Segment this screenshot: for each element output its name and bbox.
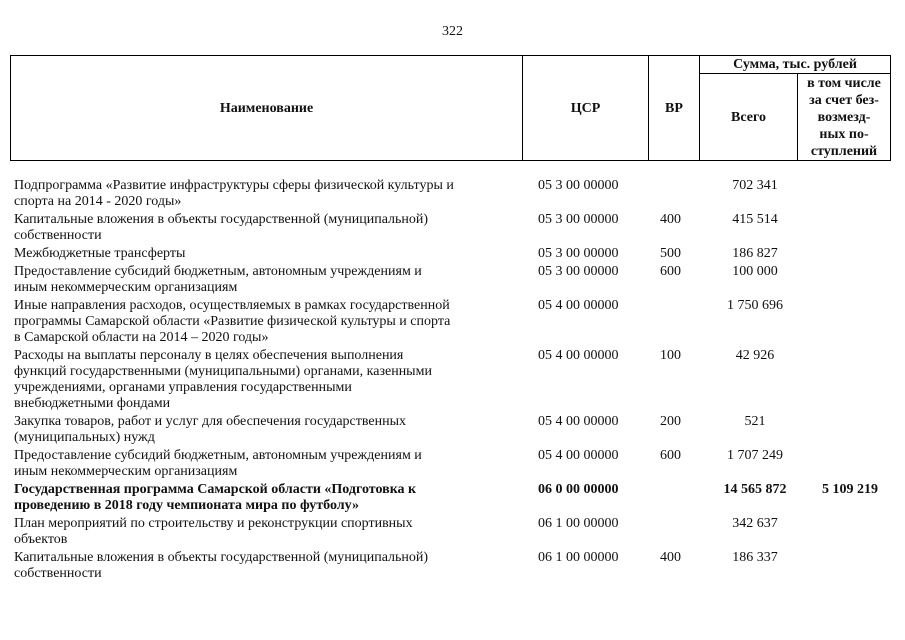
header-incl-line: возмезд-	[817, 109, 871, 125]
row-name-line: иным некоммерческим организациям	[14, 280, 238, 295]
row-vr: 400	[660, 212, 681, 227]
row-total: 342 637	[732, 516, 778, 531]
table-row	[10, 212, 890, 244]
row-name-line: в Самарской области на 2014 – 2020 годы»	[14, 330, 269, 345]
row-name-line: Закупка товаров, работ и услуг для обеспечения государственных	[14, 414, 407, 429]
row-name	[10, 298, 519, 346]
row-total: 415 514	[732, 212, 778, 227]
row-name	[10, 264, 519, 296]
table-header	[10, 55, 891, 161]
row-name-line: учреждениями, органами управления государственными	[14, 380, 352, 395]
row-name-line: Предоставление субсидий бюджетным, автономным учреждениям и	[14, 448, 422, 463]
row-name-line: спорта на 2014 - 2020 годы»	[14, 194, 182, 209]
row-name	[10, 348, 519, 412]
row-name	[10, 550, 519, 582]
row-name	[10, 448, 519, 480]
row-csr: 05 4 00 00000	[538, 298, 619, 313]
header-incl	[798, 74, 891, 161]
row-csr: 06 1 00 00000	[538, 516, 619, 531]
table-row	[10, 178, 890, 210]
row-total: 1 750 696	[727, 298, 783, 313]
table-row	[10, 414, 890, 446]
table-body	[10, 178, 890, 584]
row-vr: 600	[660, 264, 681, 279]
row-name-line: Капитальные вложения в объекты государственной (муниципальной)	[14, 212, 429, 227]
header-csr: ЦСР	[523, 56, 649, 161]
row-vr: 500	[660, 246, 681, 261]
header-vr: ВР	[649, 56, 700, 161]
header-total: Всего	[700, 74, 798, 161]
row-name	[10, 482, 519, 514]
row-name-line: объектов	[14, 532, 68, 547]
row-name-line: (муниципальных) нужд	[14, 430, 155, 445]
header-sum-group: Сумма, тыс. рублей	[700, 56, 891, 74]
row-name-line: внебюджетными фондами	[14, 396, 171, 411]
row-name-line: Предоставление субсидий бюджетным, автономным учреждениям и	[14, 264, 422, 279]
row-name-line: Капитальные вложения в объекты государственной (муниципальной)	[14, 550, 429, 565]
row-total: 1 707 249	[727, 448, 783, 463]
row-name-line: Расходы на выплаты персоналу в целях обеспечения выполнения	[14, 348, 404, 363]
row-total: 42 926	[735, 348, 775, 363]
row-vr: 600	[660, 448, 681, 463]
row-csr: 05 3 00 00000	[538, 264, 619, 279]
row-csr: 05 4 00 00000	[538, 448, 619, 463]
row-name-line: собственности	[14, 228, 102, 243]
header-name: Наименование	[11, 56, 523, 161]
row-vr: 200	[660, 414, 681, 429]
row-name-line: План мероприятий по строительству и реконструкции спортивных	[14, 516, 413, 531]
header-incl-line: в том числе	[807, 75, 881, 91]
row-csr: 05 3 00 00000	[538, 246, 619, 261]
row-name	[10, 212, 519, 244]
row-vr: 100	[660, 348, 681, 363]
row-total: 702 341	[732, 178, 778, 193]
row-incl: 5 109 219	[822, 482, 878, 497]
row-name	[10, 516, 519, 548]
row-total: 14 565 872	[723, 482, 787, 497]
table-row	[10, 348, 890, 412]
row-total: 186 827	[732, 246, 778, 261]
row-total: 186 337	[732, 550, 778, 565]
table-row	[10, 550, 890, 582]
table-row	[10, 482, 890, 514]
row-name	[10, 178, 519, 210]
table-row	[10, 246, 890, 262]
header-incl-line: ных по-	[819, 126, 869, 142]
row-name-line: Иные направления расходов, осуществляемых в рамках государственной	[14, 298, 450, 313]
row-name-line: программы Самарской области «Развитие физической культуры и спорта	[14, 314, 451, 329]
row-name-line: Межбюджетные трансферты	[14, 246, 186, 261]
row-csr: 05 3 00 00000	[538, 178, 619, 193]
table-row	[10, 516, 890, 548]
table-row	[10, 264, 890, 296]
row-name	[10, 414, 519, 446]
row-name-line: иным некоммерческим организациям	[14, 464, 238, 479]
row-name-line: проведению в 2018 году чемпионата мира по футболу»	[14, 498, 360, 513]
row-csr: 06 1 00 00000	[538, 550, 619, 565]
header-incl-line: ступлений	[810, 143, 878, 159]
row-csr: 05 4 00 00000	[538, 348, 619, 363]
row-total: 100 000	[732, 264, 778, 279]
row-name-line: Подпрограмма «Развитие инфраструктуры сферы физической культуры и	[14, 178, 454, 193]
page-number: 322	[442, 24, 463, 39]
row-name	[10, 246, 519, 262]
row-name-line: собственности	[14, 566, 102, 581]
row-csr: 05 4 00 00000	[538, 414, 619, 429]
row-name-line: функций государственными (муниципальными) органами, казенными	[14, 364, 432, 379]
row-total: 521	[744, 414, 766, 429]
row-vr: 400	[660, 550, 681, 565]
table-row	[10, 298, 890, 346]
row-name-line: Государственная программа Самарской области «Подготовка к	[14, 482, 417, 497]
header-incl-line: за счет без-	[809, 92, 879, 108]
row-csr: 05 3 00 00000	[538, 212, 619, 227]
row-csr: 06 0 00 00000	[538, 482, 619, 497]
table-row	[10, 448, 890, 480]
